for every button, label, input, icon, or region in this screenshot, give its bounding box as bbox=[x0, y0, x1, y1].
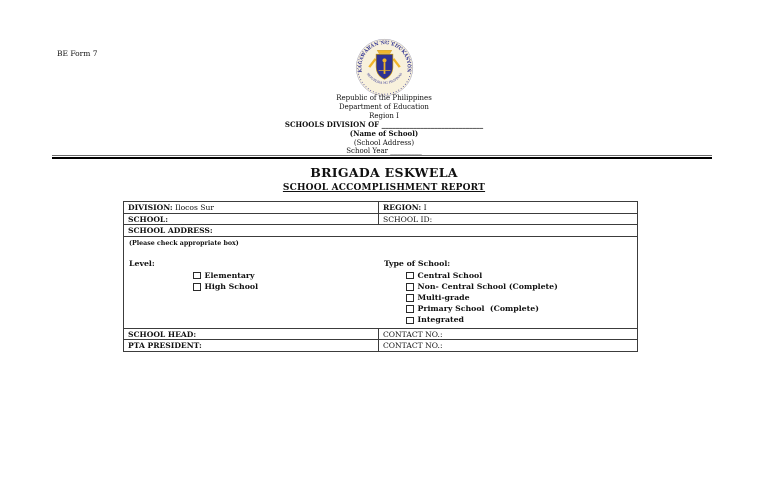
checkbox-high-school[interactable] bbox=[193, 283, 201, 291]
pta-contact-cell bbox=[379, 340, 638, 352]
region-cell bbox=[379, 202, 638, 214]
checkbox-section-cell bbox=[124, 236, 638, 328]
document-subtitle: SCHOOL ACCOMPLISHMENT REPORT bbox=[282, 183, 486, 193]
type-options-list bbox=[406, 272, 637, 325]
letterhead bbox=[0, 94, 768, 156]
table-row-school-id bbox=[124, 213, 638, 225]
checkbox-label: Elementary bbox=[204, 270, 255, 280]
table-row-school-head bbox=[124, 328, 638, 340]
header-divider-rule bbox=[52, 155, 712, 159]
letterhead-schools-division: SCHOOLS DIVISION OF _____________________________ bbox=[284, 119, 484, 129]
letterhead-department: Department of Education bbox=[339, 102, 429, 111]
check-note: (Please check appropriate box) bbox=[129, 239, 239, 247]
level-options-list bbox=[193, 272, 384, 291]
checkbox-primary-school[interactable] bbox=[406, 305, 414, 313]
seal-top-text: KAGAWARAN NG EDUKASYON bbox=[358, 41, 411, 73]
type-option-central-school bbox=[406, 272, 637, 280]
checkbox-label: Primary School (Complete) bbox=[417, 304, 539, 314]
table-row-checkboxes bbox=[124, 236, 638, 328]
table-row-pta-president bbox=[124, 340, 638, 352]
seal-banner bbox=[377, 50, 392, 53]
checkbox-label: Multi-grade bbox=[417, 293, 470, 303]
type-of-school-column bbox=[384, 260, 637, 328]
pta-president-label: PTA PRESIDENT: bbox=[128, 341, 202, 351]
school-label: SCHOOL: bbox=[128, 214, 169, 224]
pta-president-cell bbox=[124, 340, 379, 352]
contact-no-label: CONTACT NO.: bbox=[383, 341, 443, 351]
table-row-division-region bbox=[124, 202, 638, 214]
document-title: BRIGADA ESKWELA bbox=[310, 165, 458, 180]
form-number: BE Form 7 bbox=[57, 49, 98, 58]
division-value: Ilocos Sur bbox=[175, 203, 214, 212]
level-option-high-school bbox=[193, 283, 384, 291]
school-cell bbox=[124, 213, 379, 225]
letterhead-name-of-school: (Name of School) bbox=[349, 128, 419, 138]
checkbox-non-central-school[interactable] bbox=[406, 283, 414, 291]
letterhead-region: Region I bbox=[369, 111, 399, 120]
level-label: Level: bbox=[129, 258, 155, 268]
title-block bbox=[0, 165, 768, 193]
checkbox-label: High School bbox=[204, 281, 259, 291]
checkbox-label: Integrated bbox=[417, 315, 465, 325]
school-head-label: SCHOOL HEAD: bbox=[128, 329, 197, 339]
checkbox-elementary[interactable] bbox=[193, 272, 201, 280]
school-id-cell bbox=[379, 213, 638, 225]
school-address-cell bbox=[124, 225, 638, 237]
letterhead-school-year: School Year _________ bbox=[346, 147, 422, 156]
type-option-primary-school bbox=[406, 305, 637, 313]
level-column bbox=[129, 260, 384, 328]
division-cell bbox=[124, 202, 379, 214]
type-option-multi-grade bbox=[406, 294, 637, 302]
deped-seal-icon bbox=[355, 38, 414, 97]
school-info-table bbox=[123, 201, 638, 352]
type-of-school-label: Type of School: bbox=[384, 258, 451, 268]
school-head-cell bbox=[124, 328, 379, 340]
checkbox-label: Central School bbox=[417, 270, 483, 280]
level-option-elementary bbox=[193, 272, 384, 280]
region-value: I bbox=[423, 203, 427, 212]
school-id-label: SCHOOL ID: bbox=[383, 214, 433, 224]
type-option-integrated bbox=[406, 316, 637, 324]
type-option-non-central-school bbox=[406, 283, 637, 291]
division-label: DIVISION: bbox=[128, 203, 173, 212]
contact-no-label: CONTACT NO.: bbox=[383, 329, 443, 339]
school-address-label: SCHOOL ADDRESS: bbox=[128, 226, 213, 236]
checkbox-multi-grade[interactable] bbox=[406, 294, 414, 302]
checkbox-label: Non- Central School (Complete) bbox=[417, 281, 558, 291]
checkbox-central-school[interactable] bbox=[406, 272, 414, 280]
region-label: REGION: bbox=[383, 203, 422, 212]
letterhead-school-address: (School Address) bbox=[353, 138, 415, 147]
table-row-school-address bbox=[124, 225, 638, 237]
checkbox-integrated[interactable] bbox=[406, 317, 414, 325]
school-head-contact-cell bbox=[379, 328, 638, 340]
letterhead-republic: Republic of the Philippines bbox=[336, 94, 432, 102]
seal-bottom-text: REPUBLIKA NG PILIPINAS bbox=[365, 72, 404, 85]
